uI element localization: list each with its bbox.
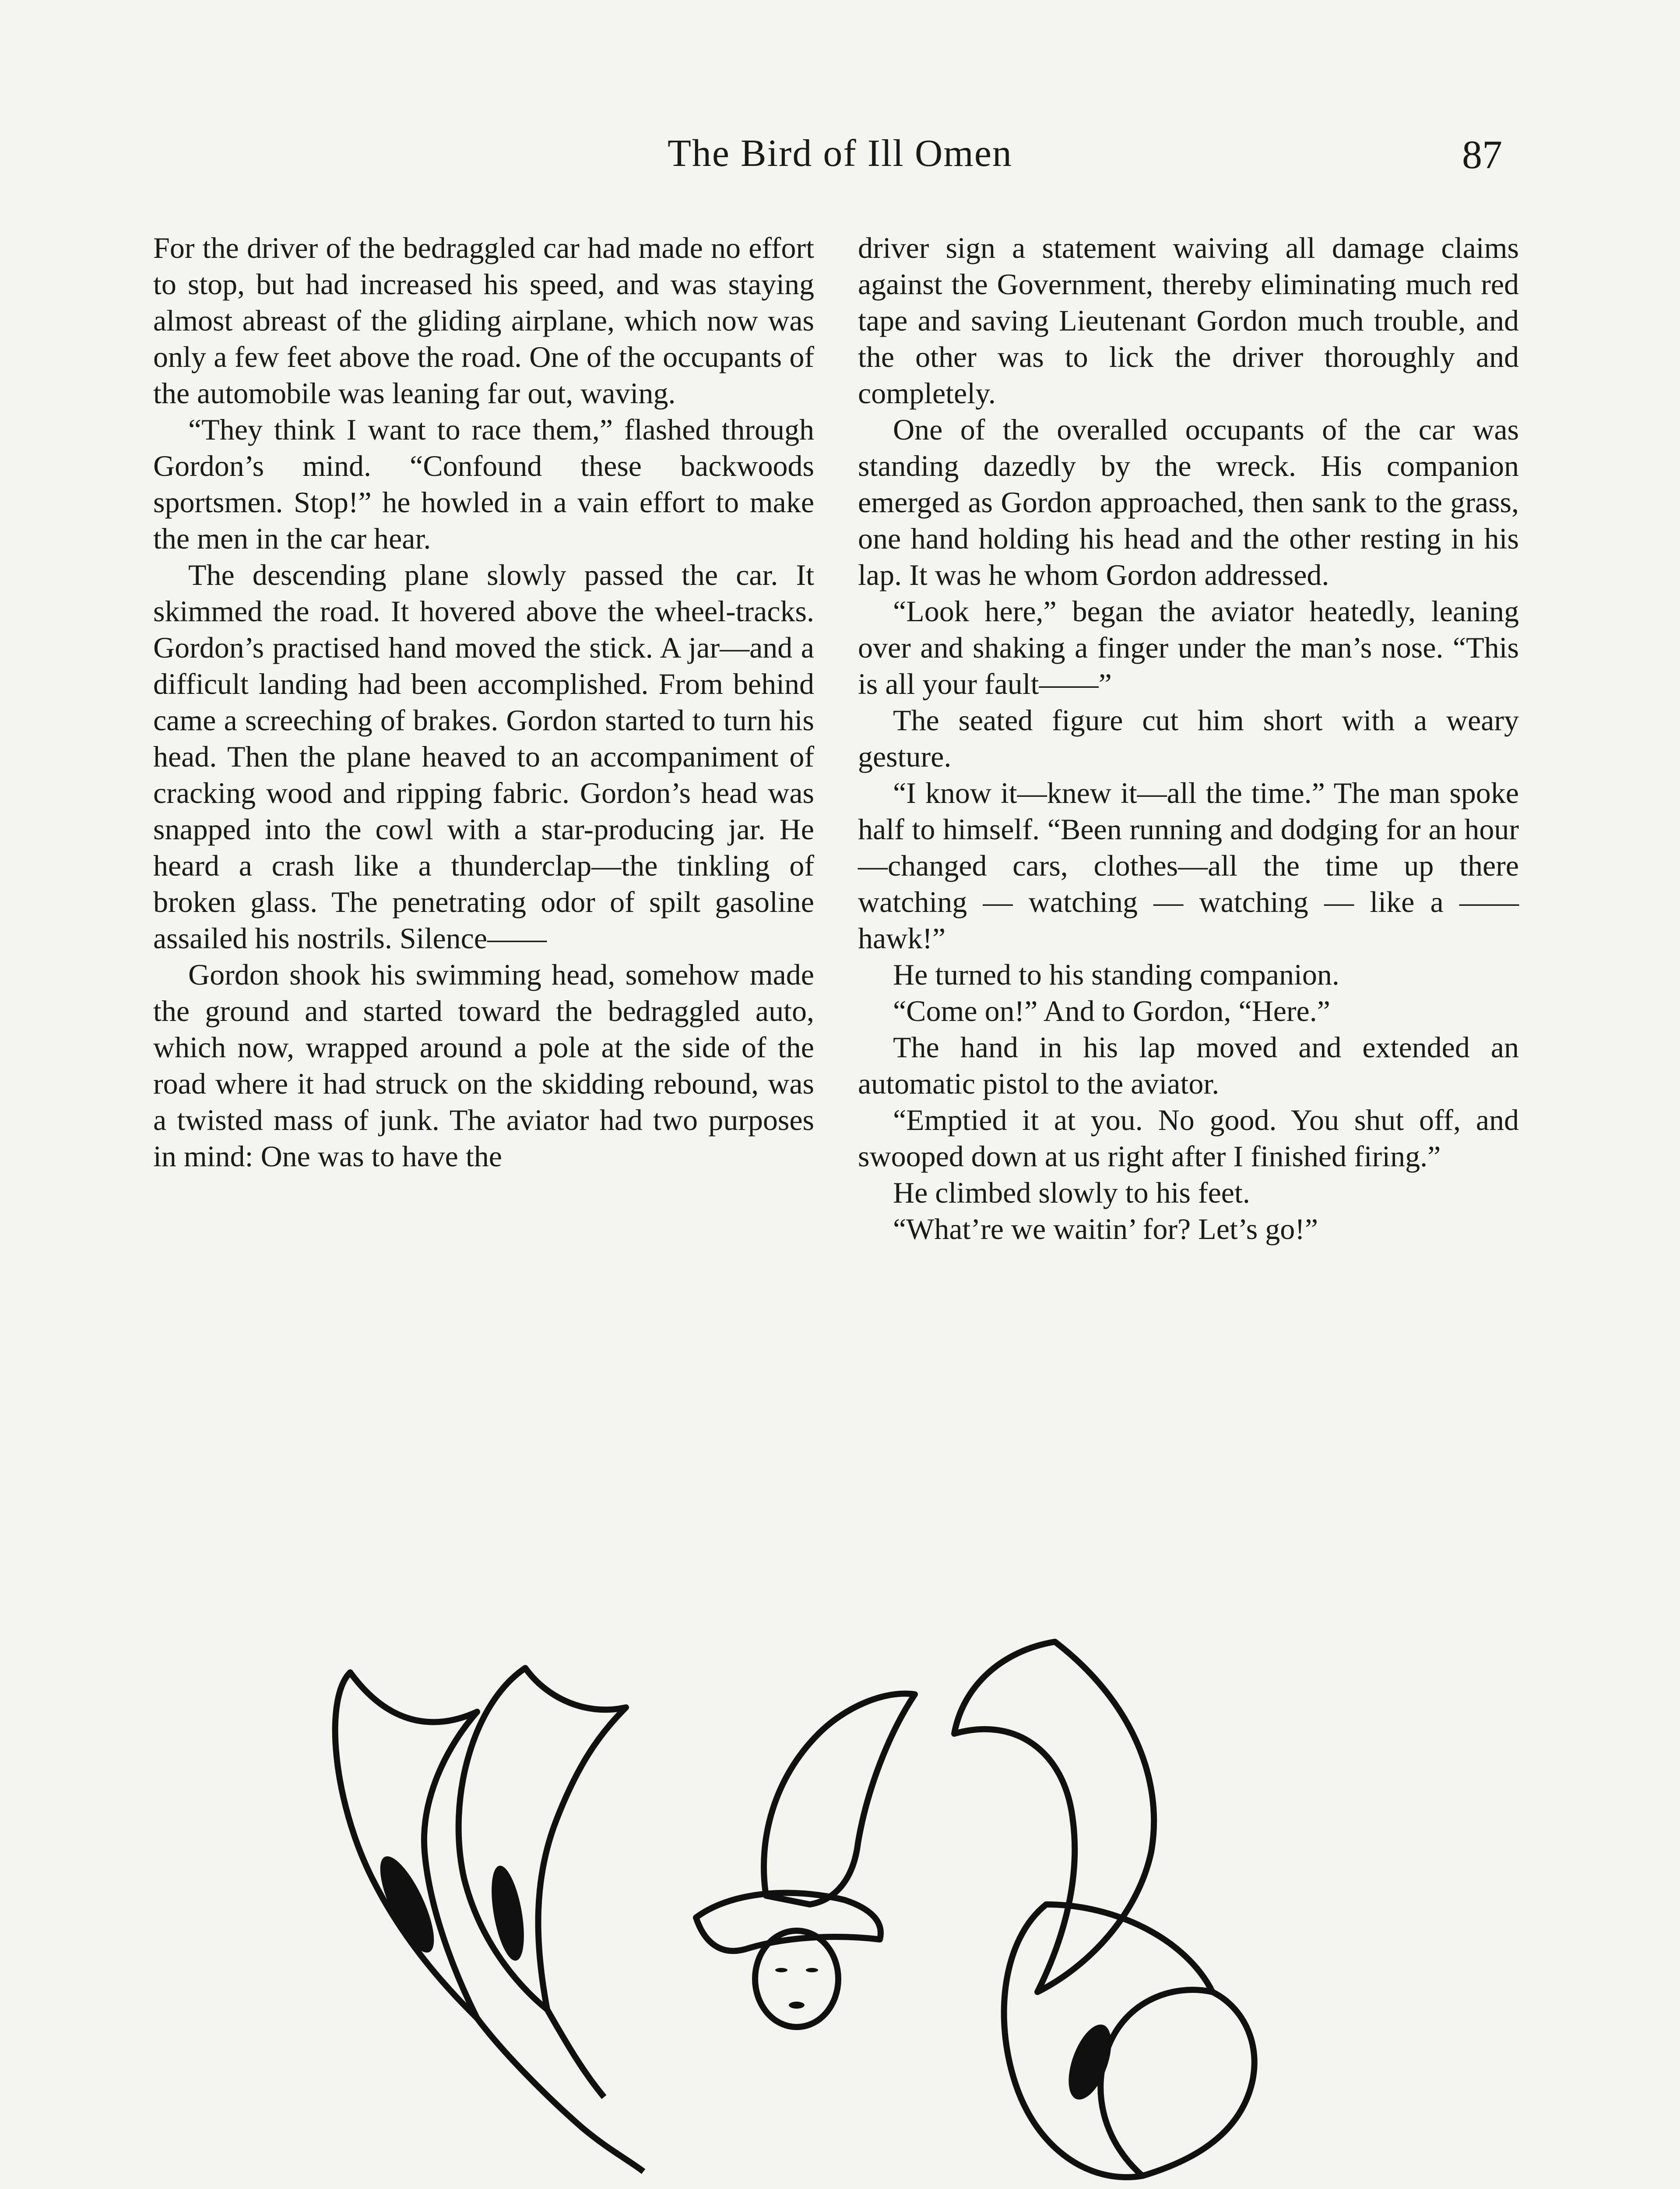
right-petal xyxy=(954,1642,1154,1992)
eye-right xyxy=(806,1968,818,1972)
paragraph: He turned to his standing companion. xyxy=(893,958,1339,991)
paragraph: The hand in his lap moved and extended an automatic pistol to the aviator. xyxy=(858,1031,1519,1100)
paragraph: “Emptied it at you. No good. You shut off, and swooped down at us right after I finished firing.” xyxy=(858,1103,1519,1173)
left-stem xyxy=(477,2018,643,2171)
paragraph: One of the overalled occupants of the car was standing dazedly by the wreck. His companion emerged as Gordon approached, then sank to the grass, one hand holding his head and the other resting in his lap. It was he whom Gordon addressed. xyxy=(858,413,1519,591)
paragraph: Gordon shook his swimming head, somehow made the ground and started toward the bedraggled auto, which now, wrapped around a pole at the side of the road where it had struck on the skidding rebound, was a twisted mass of junk. The aviator had two purposes in mind: One was to have the xyxy=(153,958,814,1173)
paragraph: “Look here,” began the aviator heatedly, leaning over and shaking a finger under the man’s nose. “This is all your fault——” xyxy=(858,595,1519,700)
paragraph: “They think I want to race them,” flashed through Gordon’s mind. “Confound these backwoods sportsmen. Stop!” he howled in a vain effort to make the men in the car hear. xyxy=(153,413,814,555)
face xyxy=(755,1931,838,2027)
eye-left xyxy=(775,1968,787,1972)
paragraph: For the driver of the bedraggled car had made no effort to stop, but had increased his speed, and was staying almost abreast of the gliding airplane, which now was only a few feet above the road. One of the occupants of the automobile was leaning far out, waving. xyxy=(153,231,814,410)
paragraph: driver sign a statement waiving all damage claims against the Government, thereby eliminating much red tape and saving Lieutenant Gordon much trouble, and the other was to lick the driver thoroughly and completely. xyxy=(858,231,1519,410)
hat-plume xyxy=(764,1693,915,1904)
left-column xyxy=(153,230,814,1175)
right-column xyxy=(858,230,1519,1247)
decorative-illustration xyxy=(320,1633,1370,2189)
paragraph: “Come on!” And to Gordon, “Here.” xyxy=(893,994,1330,1028)
right-shadow xyxy=(1060,2019,1120,2105)
left-stem-inner xyxy=(547,2010,604,2097)
paragraph: “What’re we waitin’ for? Let’s go!” xyxy=(893,1212,1318,1246)
paragraph: The seated figure cut him short with a weary gesture. xyxy=(858,704,1519,773)
left-inner-petal xyxy=(459,1668,626,2010)
running-title: The Bird of Ill Omen xyxy=(668,132,1012,175)
paragraph: “I know it—knew it—all the time.” The man spoke half to himself. “Been running and dodging for an hour—changed cars, clothes—all the time up there watching — watching — watching — like a —— hawk!” xyxy=(858,776,1519,955)
mouth xyxy=(789,2002,805,2009)
page-number: 87 xyxy=(1462,132,1502,177)
paragraph: The descending plane slowly passed the car. It skimmed the road. It hovered above the wheel-tracks. Gordon’s practised hand moved the stick. A jar—and a difficult landing had been accomplished. From behind came a screeching of brakes. Gordon started to turn his head. Then the plane heaved to an accompaniment of cracking wood and ripping fabric. Gordon’s head was snapped into the cowl with a star-producing jar. He heard a crash like a thunderclap—the tinkling of broken glass. The penetrating odor of spilt gasoline assailed his nostrils. Silence—— xyxy=(153,558,814,955)
paragraph: He climbed slowly to his feet. xyxy=(893,1176,1250,1209)
right-curl xyxy=(1142,1992,1255,2176)
left-petal xyxy=(335,1672,477,2018)
